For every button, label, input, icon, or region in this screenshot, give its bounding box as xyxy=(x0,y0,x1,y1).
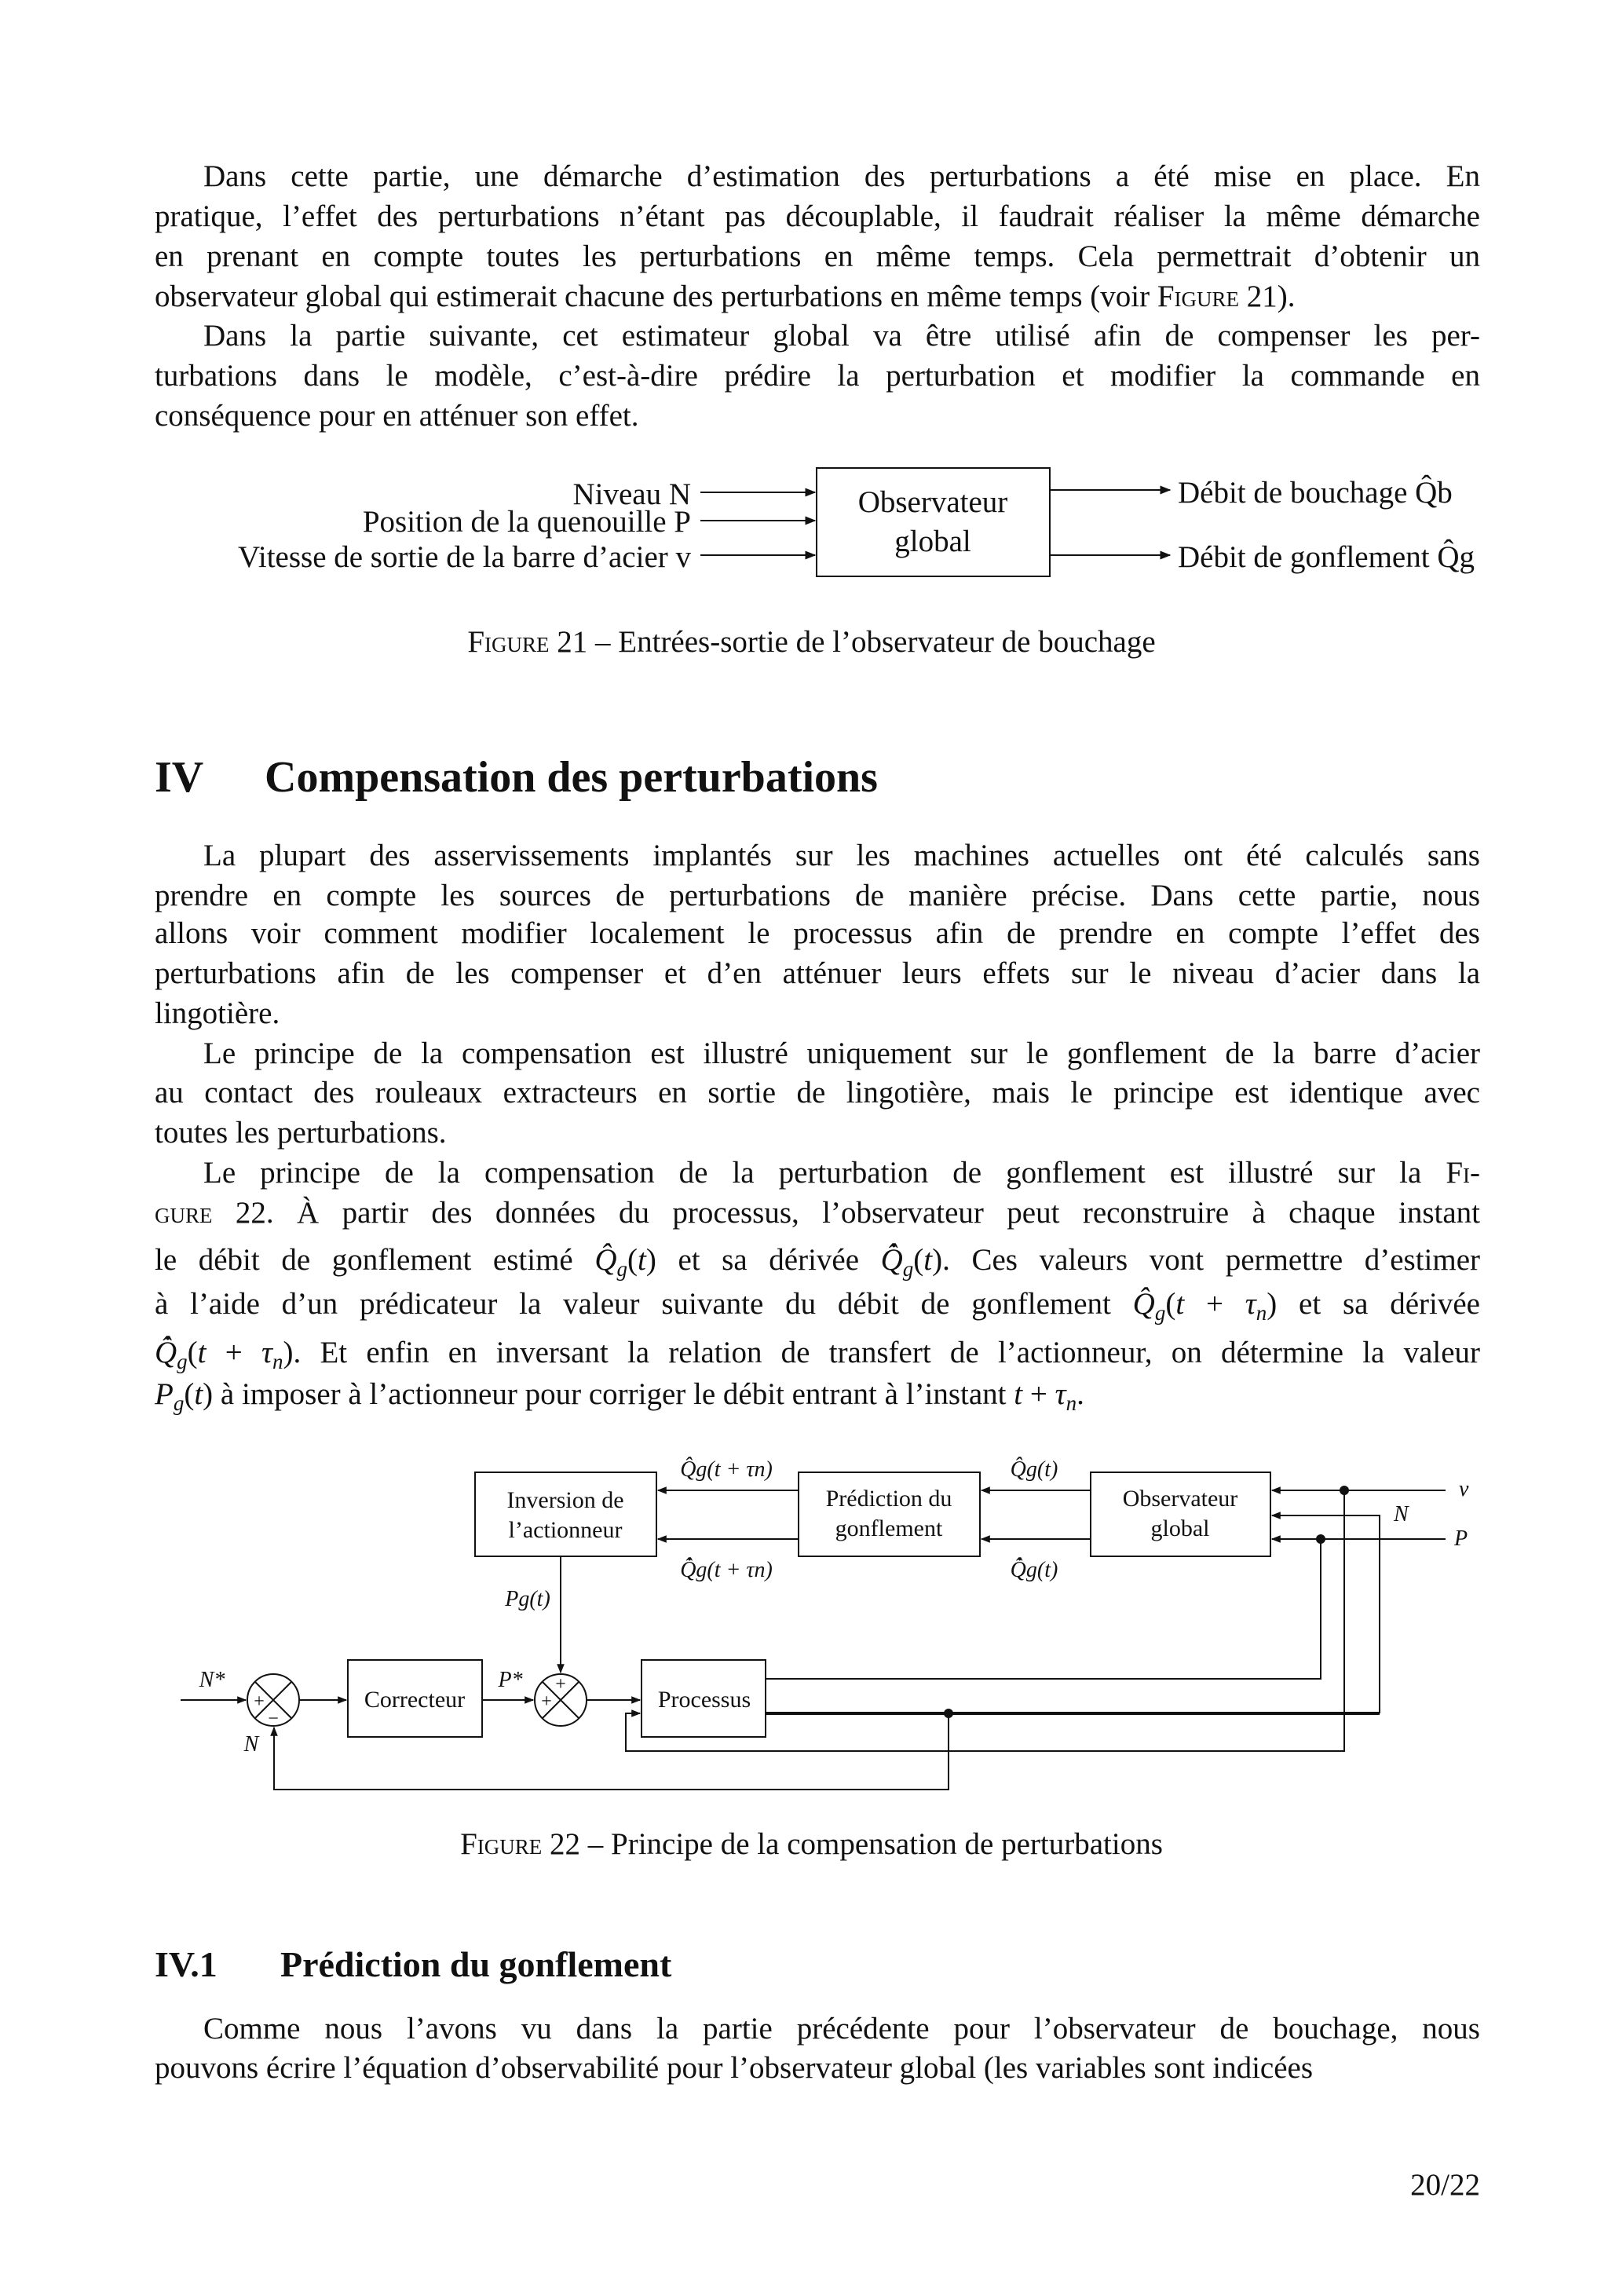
paragraph-line: pouvons écrire l’équation d’observabilité pour l’observateur global (les variables sont indicées xyxy=(155,2051,1314,2085)
inversion-block xyxy=(475,1472,656,1556)
signal-n: N xyxy=(1394,1502,1409,1526)
paragraph-line: pratique, l’effet des perturbations n’étant pas découplable, il faudrait réaliser la même démarche xyxy=(155,199,1480,233)
small-caps-text: Fi- xyxy=(1446,1156,1480,1190)
math-symbol: t xyxy=(923,1243,933,1277)
signal-p-ref: P* xyxy=(498,1668,523,1692)
input-label-level: Niveau N xyxy=(572,477,691,511)
paragraph-line: gure 22. À partir des données du processus, l’observateur peut reconstruire à chaque instant xyxy=(155,1196,1480,1230)
sum1-minus: − xyxy=(268,1709,279,1729)
math-subscript: g xyxy=(902,1257,914,1281)
observer-label-1: Observateur xyxy=(1122,1486,1238,1512)
signal-pg: Pg(t) xyxy=(505,1587,550,1611)
output-label-swelling: Débit de gonflement Q̂g xyxy=(1178,540,1475,574)
prediction-label-1: Prédiction du xyxy=(825,1486,952,1512)
corrector-label: Correcteur xyxy=(364,1687,466,1713)
math-symbol: $Q̂̇_g$ xyxy=(880,1243,914,1281)
process-block xyxy=(642,1660,766,1737)
math-symbol: $Q̂_g$ xyxy=(594,1243,628,1281)
paragraph-line: $P_g(t)$ à imposer à l’actionneur pour corriger le débit entrant à l’instant $t + \tau_n$. xyxy=(155,1377,1084,1415)
signal-q-dot-est: Q̂̇g(t) xyxy=(1010,1558,1058,1582)
figure-21-caption-label: Figure 21 xyxy=(467,625,588,659)
math-symbol: $Q̂̇_g$ xyxy=(155,1336,188,1373)
prediction-label-2: gonflement xyxy=(835,1515,943,1541)
math-subscript: n xyxy=(1066,1391,1077,1415)
math-subscript: g xyxy=(177,1350,188,1373)
signal-q-est: Q̂g(t) xyxy=(1010,1457,1058,1482)
sum2-plus-left: + xyxy=(541,1691,552,1712)
figure-21-caption xyxy=(0,624,1623,660)
inversion-label-2: l’actionneur xyxy=(508,1517,623,1543)
paragraph-line: Dans la partie suivante, cet estimateur global va être utilisé afin de compenser les per- xyxy=(203,319,1480,353)
figure-21-diagram xyxy=(0,0,1623,612)
signal-q-dot-pred: Q̂̇g(t + τn) xyxy=(680,1558,773,1582)
observer-label-2: global xyxy=(894,525,971,558)
math-subscript: n xyxy=(1256,1301,1267,1325)
math-subscript: g xyxy=(616,1257,628,1281)
math-symbol: $\tau_n$ xyxy=(1055,1377,1077,1415)
paragraph-line: en prenant en compte toutes les perturbations en même temps. Cela permettrait d’obtenir un xyxy=(155,239,1480,273)
signal-p: P xyxy=(1454,1526,1468,1551)
math-symbol: $\tau_n$ xyxy=(261,1336,283,1373)
subsection-title: Prédiction du gonflement xyxy=(280,1944,672,1984)
paragraph-line: turbations dans le modèle, c’est-à-dire prédire la perturbation et modifier la commande en xyxy=(155,359,1480,393)
signal-n-ref: N* xyxy=(199,1668,225,1692)
math-symbol: $Q̂_g$ xyxy=(1132,1287,1166,1325)
figure-22-caption xyxy=(0,1826,1623,1862)
observer-block xyxy=(817,468,1050,576)
paragraph-line: Le principe de la compensation est illustré uniquement sur le gonflement de la barre d’acier xyxy=(203,1036,1480,1070)
subsection-number: IV.1 xyxy=(155,1944,217,1984)
paragraph-line: prendre en compte les sources de perturbations de manière précise. Dans cette partie, nous xyxy=(155,879,1480,912)
inversion-label-1: Inversion de xyxy=(506,1487,624,1513)
page-number: 20/22 xyxy=(1410,2168,1480,2202)
small-caps-text: gure xyxy=(155,1196,213,1230)
paragraph-line: Comme nous l’avons vu dans la partie précédente pour l’observateur de bouchage, nous xyxy=(203,2012,1480,2046)
paragraph-line: Dans cette partie, une démarche d’estimation des perturbations a été mise en place. En xyxy=(203,159,1480,193)
paragraph-line: au contact des rouleaux extracteurs en sortie de lingotière, mais le principe est identique avec xyxy=(155,1076,1480,1110)
math-symbol: t xyxy=(638,1243,646,1277)
observer-block xyxy=(1091,1472,1270,1556)
signal-q-pred: Q̂g(t + τn) xyxy=(680,1457,773,1482)
math-subscript: g xyxy=(173,1391,185,1415)
paragraph-line: toutes les perturbations. xyxy=(155,1116,447,1150)
sum2-plus-top: + xyxy=(555,1674,566,1695)
signal-n-feedback: N xyxy=(243,1732,259,1757)
prediction-block xyxy=(799,1472,980,1556)
math-symbol: $P_g$ xyxy=(155,1377,185,1415)
section-title: Compensation des perturbations xyxy=(265,753,878,802)
process-label: Processus xyxy=(657,1687,751,1713)
math-symbol: t xyxy=(197,1336,207,1369)
paragraph-line: allons voir comment modifier localement le processus afin de prendre en compte l’effet des xyxy=(155,916,1480,950)
observer-label-1: Observateur xyxy=(857,485,1008,519)
section-heading-iv xyxy=(155,752,878,803)
paragraph-line: La plupart des asservissements implantés sur les machines actuelles ont été calculés sans xyxy=(203,839,1480,872)
summing-junction-2 xyxy=(535,1674,587,1726)
observer-label-2: global xyxy=(1150,1515,1210,1541)
math-subscript: g xyxy=(1154,1301,1166,1325)
small-caps-text: Figure xyxy=(1157,280,1240,313)
math-subscript: n xyxy=(272,1350,283,1373)
paragraph-line: le débit de gonflement estimé $Q̂_g(t)$ et sa dérivée $Q̂̇_g(t)$. Ces valeurs vont permettre d’estimer xyxy=(155,1243,1481,1281)
signal-v: v xyxy=(1459,1477,1469,1501)
paragraph-line: perturbations afin de les compenser et d’en atténuer leurs effets sur le niveau d’acier dans la xyxy=(155,956,1480,990)
summing-junction-1 xyxy=(247,1674,299,1726)
paragraph-line: conséquence pour en atténuer son effet. xyxy=(155,399,639,433)
input-label-stopper-position: Position de la quenouille P xyxy=(362,505,691,539)
figure-21-caption-text: – Entrées-sortie de l’observateur de bouchage xyxy=(587,625,1156,659)
subsection-heading-iv-1 xyxy=(155,1943,671,1985)
input-label-exit-speed: Vitesse de sortie de la barre d’acier v xyxy=(238,540,691,574)
sum1-plus: + xyxy=(254,1691,265,1712)
corrector-block xyxy=(348,1660,482,1737)
math-symbol: t xyxy=(1175,1287,1185,1321)
paragraph-line: lingotière. xyxy=(155,996,280,1030)
figure-22-caption-label: Figure 22 xyxy=(460,1827,581,1861)
output-label-clogging: Débit de bouchage Q̂b xyxy=(1178,476,1453,510)
math-symbol: t xyxy=(194,1377,203,1411)
paragraph-line: $Q̂̇_g(t + \tau_n)$. Et enfin en inversant la relation de transfert de l’actionneur, on détermine la valeur xyxy=(155,1336,1481,1373)
section-number: IV xyxy=(155,753,204,802)
paragraph-line: Le principe de la compensation de la perturbation de gonflement est illustré sur la Fi- xyxy=(203,1156,1480,1190)
paragraph-line: à l’aide d’un prédicateur la valeur suivante du débit de gonflement $Q̂_g(t + \tau_n)$ et sa dérivée xyxy=(155,1287,1480,1325)
math-symbol: t xyxy=(1014,1377,1023,1411)
math-symbol: $\tau_n$ xyxy=(1245,1287,1267,1325)
paragraph-line: observateur global qui estimerait chacune des perturbations en même temps (voir Figure 21). xyxy=(155,280,1296,313)
figure-22-caption-text: – Principe de la compensation de perturbations xyxy=(580,1827,1163,1861)
